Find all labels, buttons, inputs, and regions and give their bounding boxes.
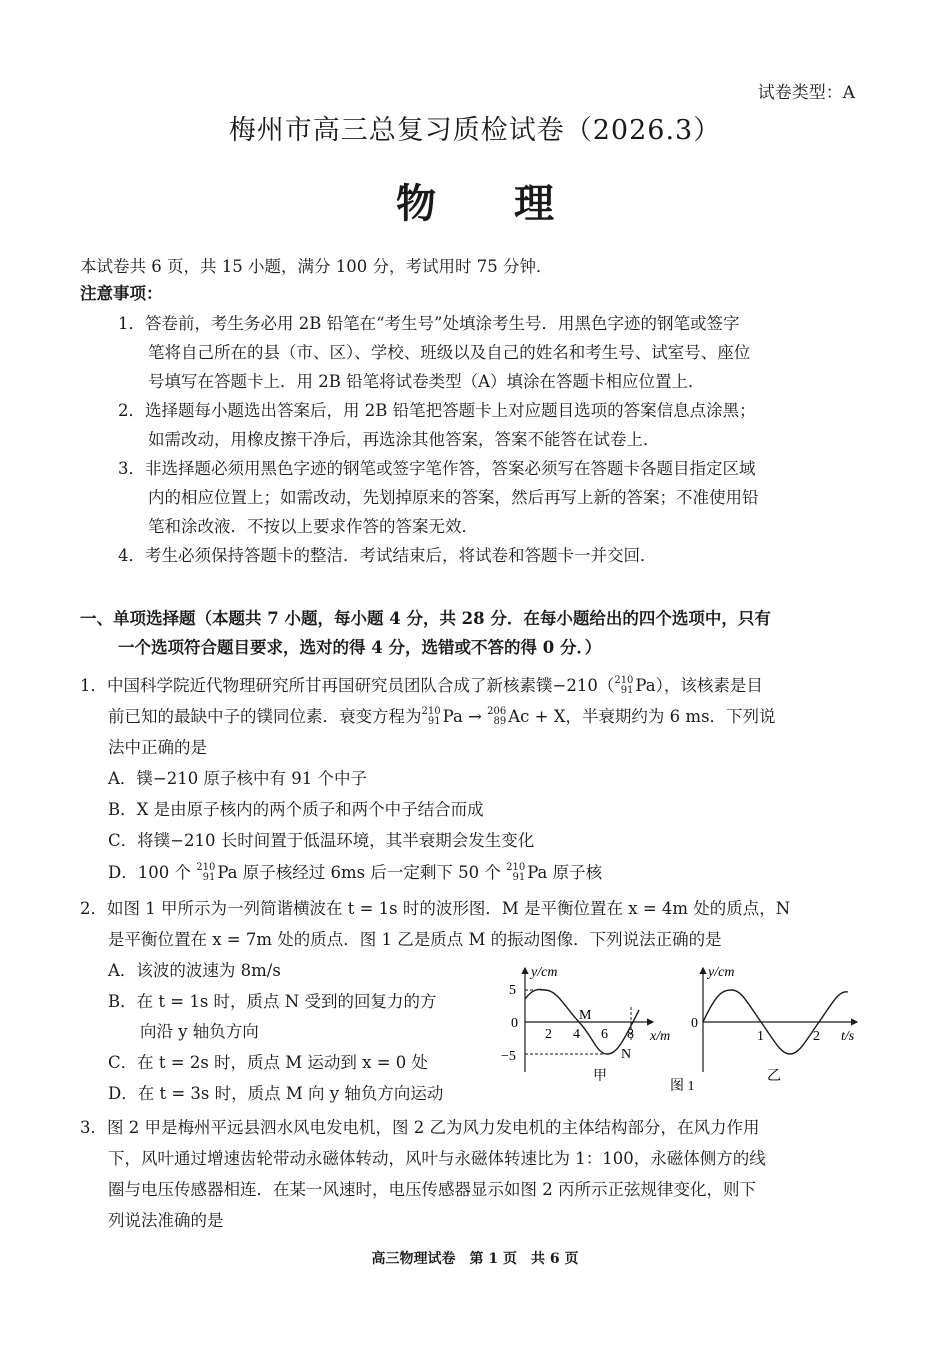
subject-title: 物理 (396, 180, 632, 227)
x-tick: 6 (601, 1027, 608, 1042)
exam-title: 梅州市高三总复习质检试卷（2026.3） (228, 115, 722, 146)
y-axis-label: y/cm (708, 965, 735, 980)
y-tick: 5 (509, 983, 516, 998)
pa-nuclide-index: 210 91 (421, 706, 441, 727)
q1-option-c: C．将镤−210 长时间置于低温环境，其半衰期会发生变化 (108, 831, 535, 850)
y-tick: 0 (511, 1016, 518, 1031)
q2-option-b-cont: 向沿 y 轴负方向 (140, 1022, 259, 1041)
caption-jia: 甲 (593, 1069, 607, 1084)
q2-option-b: B．在 t = 1s 时，质点 N 受到的回复力的方 (108, 992, 437, 1011)
section-heading-cont: 一个选项符合题目要求，选对的得 4 分，选错或不答的得 0 分．） (118, 638, 602, 657)
q3-line1: 3．图 2 甲是梅州平远县泗水风电发电机，图 2 乙为风力发电机的主体结构部分，在风力作用 (80, 1118, 760, 1137)
q1-line3: 法中正确的是 (108, 738, 207, 757)
x-tick: 8 (627, 1027, 634, 1042)
q1-line2: 前已知的最缺中子的镤同位素．衰变方程为 210 91 Pa → 206 89 Ac + X，半衰期约为 6 ms．下列说 (108, 706, 776, 727)
x-tick: 4 (573, 1027, 580, 1042)
figure-1 (495, 962, 865, 1092)
ac-nuclide-index: 206 89 (487, 706, 507, 727)
t-axis-label: t/s (841, 1029, 855, 1044)
y-tick: 0 (691, 1016, 698, 1031)
exam-summary: 本试卷共 6 页，共 15 小题，满分 100 分，考试用时 75 分钟． (80, 257, 553, 276)
notice-line: 号填写在答题卡上．用 2B 铅笔将试卷类型（A）填涂在答题卡相应位置上． (148, 372, 705, 391)
q2-line2: 是平衡位置在 x = 7m 处的质点．图 1 乙是质点 M 的振动图像．下列说法正确的是 (108, 930, 722, 949)
notice-line: 内的相应位置上；如需改动，先划掉原来的答案，然后再写上新的答案；不准使用铅 (148, 488, 759, 507)
q1-option-d: D．100 个 210 91 Pa 原子核经过 6ms 后一定剩下 50 个 210 91 Pa 原子核 (108, 862, 603, 883)
t-tick: 1 (757, 1029, 764, 1044)
notice-line: 笔和涂改液．不按以上要求作答的答案无效． (148, 517, 478, 536)
q3-line2: 下，风叶通过增速齿轮带动永磁体转动，风叶与永磁体转速比为 1：100，永磁体侧方的线 (108, 1149, 766, 1168)
caption-yi: 乙 (767, 1069, 781, 1084)
notice-title: 注意事项： (80, 284, 163, 303)
y-tick: −5 (501, 1049, 516, 1064)
notice-line: 1．答卷前，考生务必用 2B 铅笔在“考生号”处填涂考生号．用黑色字迹的钢笔或签字 (118, 314, 740, 333)
q2-option-a: A．该波的波速为 8m/s (108, 961, 281, 980)
notice-line: 笔将自己所在的县（市、区）、学校、班级以及自己的姓名和考生号、试室号、座位 (148, 343, 751, 362)
pa-nuclide-index: 210 91 (614, 675, 634, 696)
t-tick: 2 (813, 1029, 820, 1044)
q2-option-c: C．在 t = 2s 时，质点 M 运动到 x = 0 处 (108, 1053, 429, 1072)
vibration-graph-yi (691, 965, 857, 1084)
q3-line4: 列说法准确的是 (108, 1211, 224, 1230)
notice-line: 4．考生必须保持答题卡的整洁．考试结束后，将试卷和答题卡一并交回． (118, 546, 657, 565)
notice-line: 3．非选择题必须用黑色字迹的钢笔或签字笔作答，答案必须写在答题卡各题目指定区域 (118, 459, 756, 478)
q1-option-a: A．镤−210 原子核中有 91 个中子 (108, 769, 367, 788)
q2-option-d: D．在 t = 3s 时，质点 M 向 y 轴负方向运动 (108, 1084, 444, 1103)
y-axis-label: y/cm (531, 965, 558, 980)
point-m-label: M (579, 1008, 592, 1023)
x-axis-label: x/m (650, 1029, 671, 1044)
q1-line1: 1．中国科学院近代物理研究所甘再国研究员团队合成了新核素镤−210（ 210 91 Pa），该核素是目 (80, 675, 763, 696)
page-footer: 高三物理试卷 第 1 页 共 6 页 (371, 1251, 579, 1267)
section-heading: 一、单项选择题（本题共 7 小题，每小题 4 分，共 28 分．在每小题给出的四个选项中，只有 (80, 609, 771, 628)
wave-graph-jia (501, 965, 670, 1084)
notice-line: 2．选择题每小题选出答案后，用 2B 铅笔把答题卡上对应题目选项的答案信息点涂黑； (118, 401, 756, 420)
paper-type: 试卷类型：A (757, 83, 855, 103)
q2-line1: 2．如图 1 甲所示为一列简谐横波在 t = 1s 时的波形图．M 是平衡位置在 x = 4m 处的质点，N (80, 899, 791, 918)
point-n-label: N (621, 1047, 632, 1062)
q3-line3: 圈与电压传感器相连．在某一风速时，电压传感器显示如图 2 丙所示正弦规律变化，则下 (108, 1180, 756, 1199)
q1-option-b: B．X 是由原子核内的两个质子和两个中子结合而成 (108, 800, 484, 819)
figure-caption: 图 1 (670, 1079, 695, 1092)
x-tick: 2 (545, 1027, 552, 1042)
notice-line: 如需改动，用橡皮擦干净后，再选涂其他答案，答案不能答在试卷上． (148, 430, 660, 449)
